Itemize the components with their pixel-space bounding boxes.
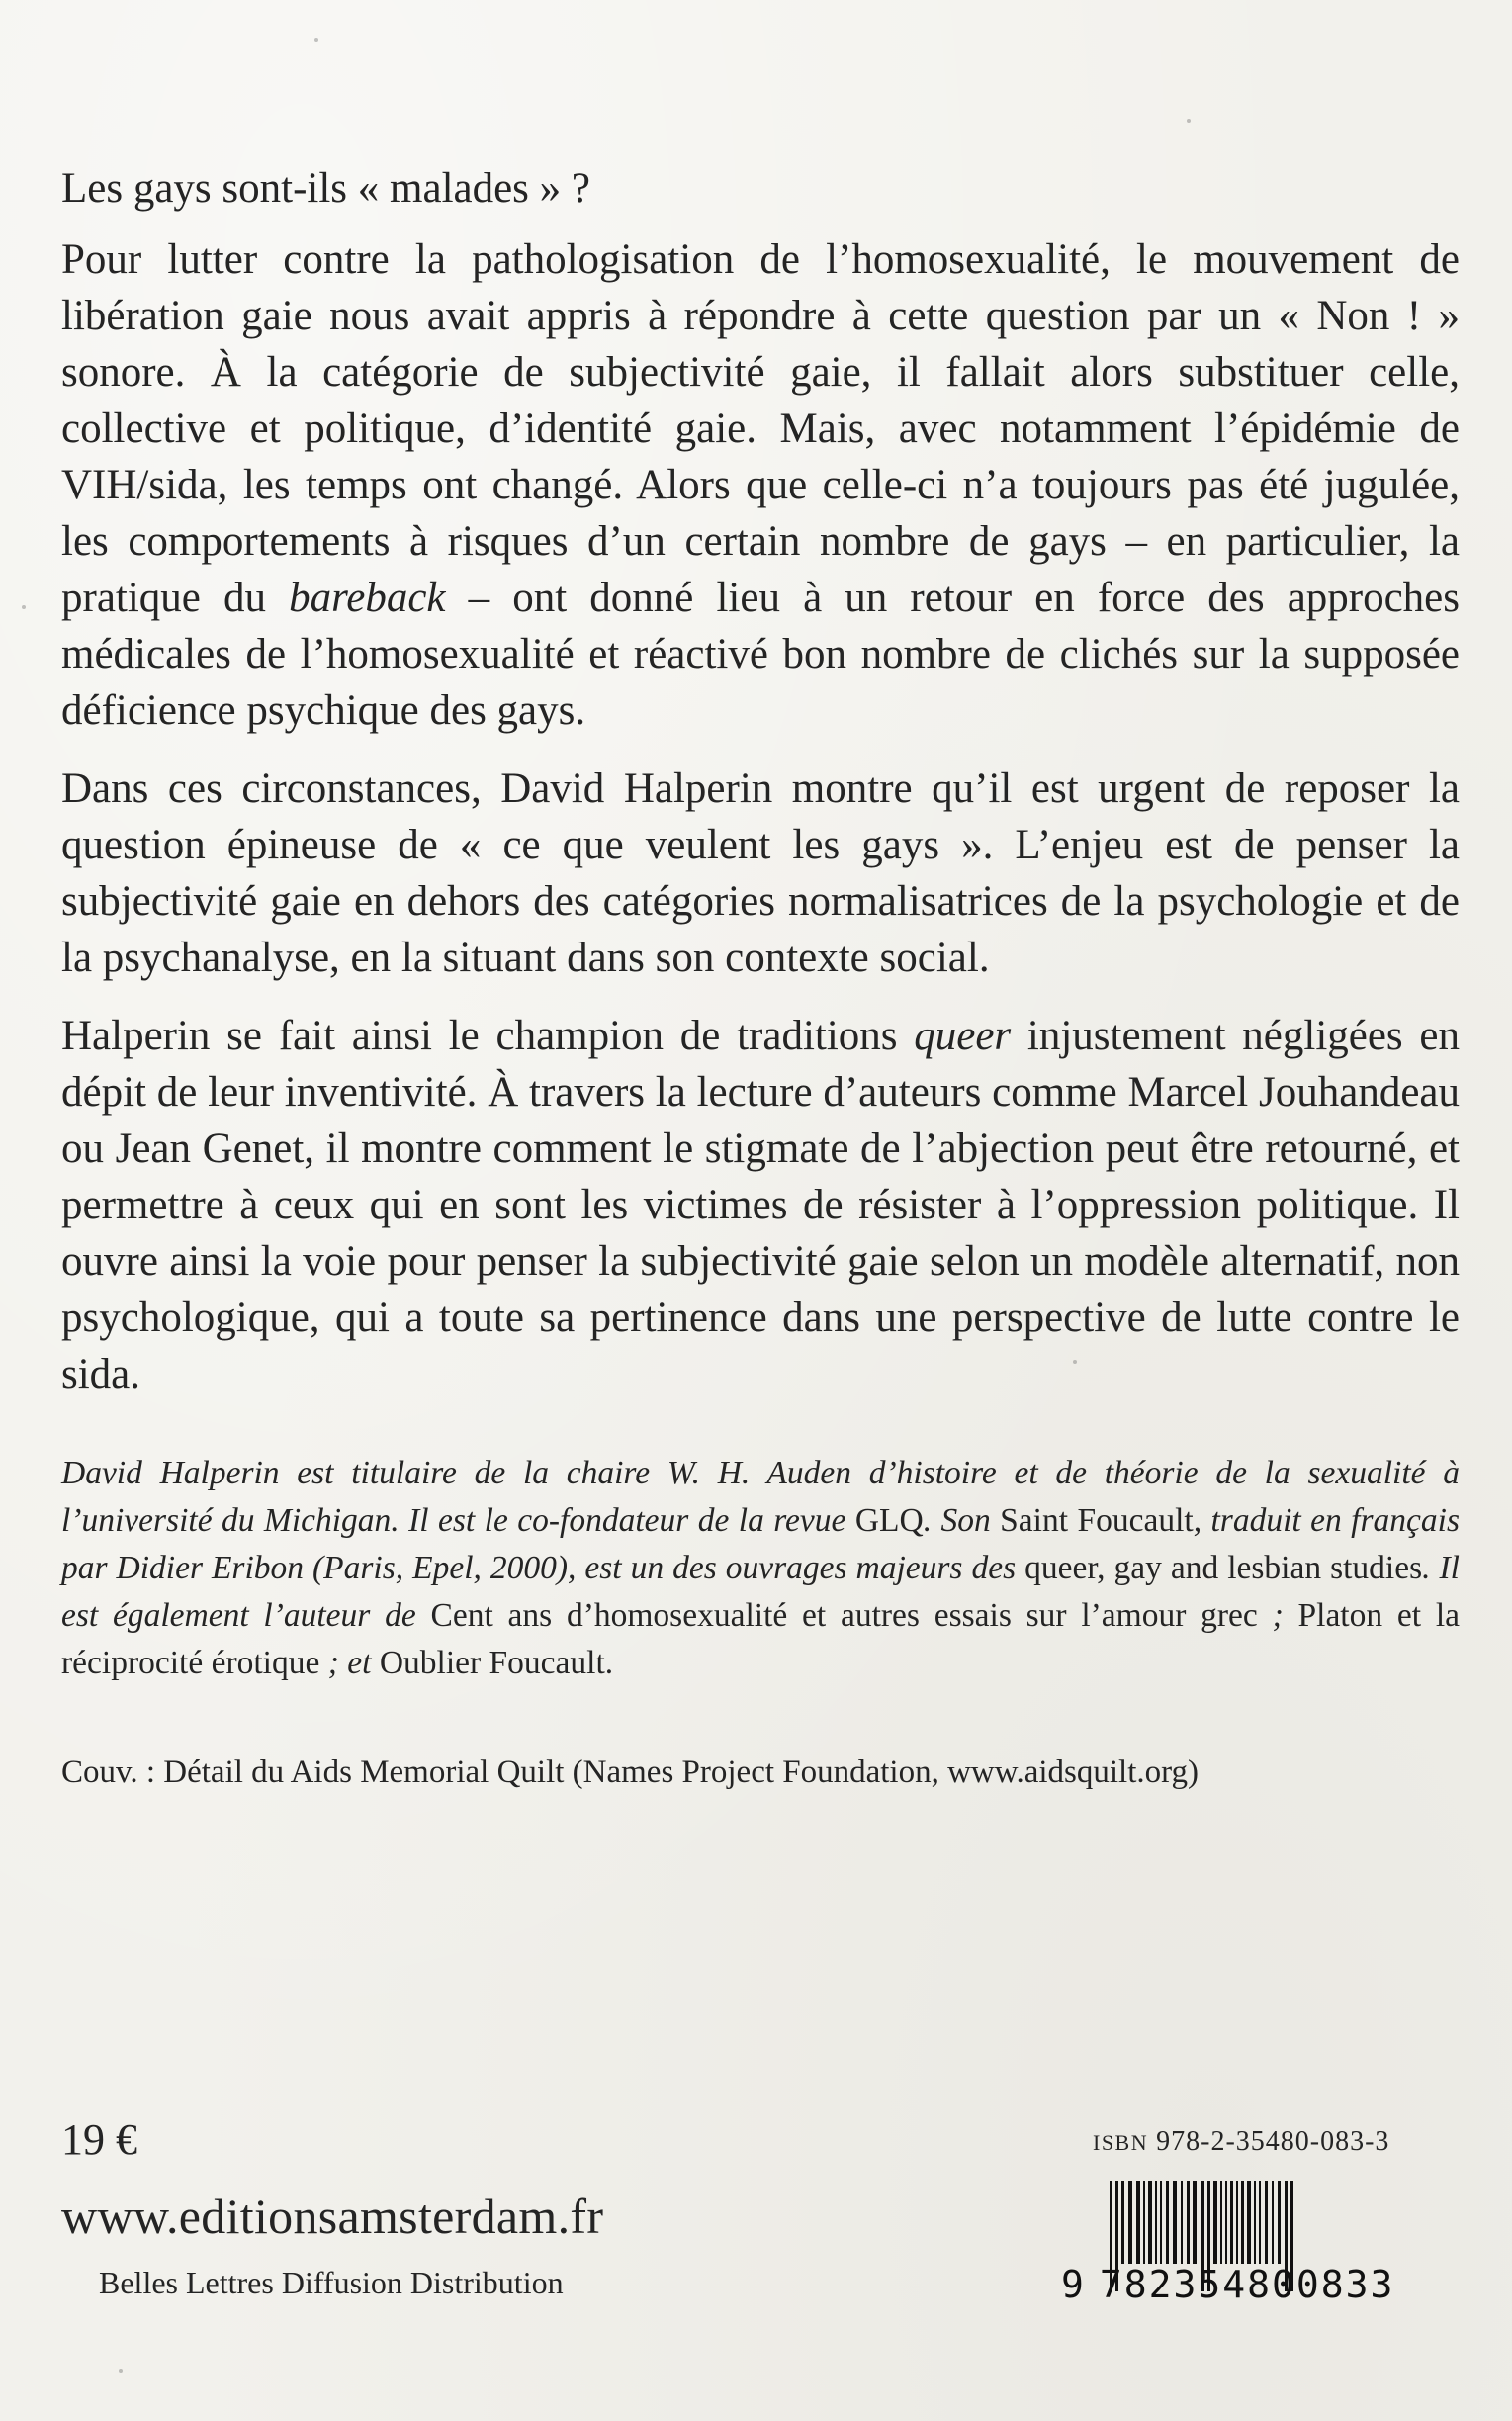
bio-part-3: , traduit en français par Didier Eribon (Paris, Epel, 2000), est un des ouvrages majeurs des (61, 1502, 1460, 1586)
barcode-bar (1278, 2181, 1281, 2264)
paragraph-1-italic: bareback (289, 575, 446, 621)
barcode-bar (1272, 2181, 1274, 2264)
author-bio (61, 1450, 1460, 1687)
bio-studies: queer, gay and lesbian studies (1024, 1550, 1423, 1586)
bio-journal: GLQ (854, 1502, 924, 1539)
bio-book-1: Saint Foucault (1000, 1502, 1194, 1539)
paper-speck (22, 605, 26, 609)
barcode-bar (1160, 2181, 1162, 2264)
barcode-bar (1220, 2181, 1222, 2264)
barcode-bar (1155, 2181, 1157, 2264)
paper-speck (1073, 1360, 1077, 1364)
paragraph-1-tail: – ont donné lieu à un retour en force des approches médicales de l’homosexualité et réactivé bon nombre de clichés sur la supposée déficience psychique des gays. (61, 575, 1460, 734)
cover-credit: Couv. : Détail du Aids Memorial Quilt (Names Project Foundation, www.aidsquilt.org) (61, 1754, 1199, 1790)
barcode-bar (1187, 2181, 1190, 2264)
bio-book-2: Cent ans d’homosexualité et autres essais sur l’amour grec (430, 1597, 1258, 1634)
bio-part-2: . Son (923, 1502, 1001, 1539)
barcode-bar (1143, 2181, 1145, 2264)
barcode-bar (1241, 2181, 1244, 2264)
isbn (1093, 2126, 1389, 2158)
paragraph-2: Dans ces circonstances, David Halperin montre qu’il est urgent de reposer la question épineuse de « ce que veulent les gays ». L’enjeu est de penser la subjectivité gaie en dehors des catégories normalisatrices de la psychologie et de la psychanalyse, en la situant dans son contexte social. (61, 765, 1460, 981)
barcode-first-digit: 9 (1061, 2263, 1086, 2306)
barcode-bar (1193, 2181, 1197, 2264)
barcode-bar (1121, 2181, 1124, 2264)
paragraph-3 (61, 1008, 1460, 1402)
paragraph-1-text: Pour lutter contre la pathologisation de l’homosexualité, le mouvement de libération gaie nous avait appris à répondre à cette question par un « Non ! » sonore. À la catégorie de subjectivité gaie, il fallait alors substituer celle, collective et politique, d’identité gaie. Mais, avec notamment l’épidémie de VIH/sida, les temps ont changé. Alors que celle-ci n’a toujours pas été jugulée, les comportements à risques d’un certain nombre de gays – en particulier, la pratique du (61, 236, 1460, 621)
bio-book-3: Platon et la réciprocité érotique (61, 1597, 1461, 1681)
paragraph-3-tail: injustement négligées en dépit de leur inventivité. À travers la lecture d’auteurs comme Marcel Jouhandeau ou Jean Genet, il montre comment le stigmate de l’abjection peut être retourné, et permettre à ceux qui en sont les victimes de résister à l’oppression politique. Il ouvre ainsi la voie pour penser la subjectivité gaie selon un modèle alternatif, non psychologique, qui a toute sa pertinence dans une perspective de lutte contre le sida. (61, 1013, 1460, 1397)
publisher-website: www.editionsamsterdam.fr (61, 2189, 604, 2244)
cover-text (61, 158, 1460, 1796)
bio-part-5: ; (1257, 1597, 1298, 1634)
barcode-bar (1173, 2181, 1177, 2264)
isbn-label: ISBN (1093, 2130, 1149, 2155)
isbn-number: 978-2-35480-083-3 (1156, 2126, 1390, 2157)
lead-question: Les gays sont-ils « malades » ? (61, 165, 591, 212)
barcode-bar (1166, 2181, 1169, 2264)
paragraph-3-italic: queer (914, 1013, 1012, 1059)
barcode-digits (1061, 2263, 1394, 2306)
paragraph-3-text: Halperin se fait ainsi le champion de traditions (61, 1013, 915, 1059)
barcode-bar (1225, 2181, 1227, 2264)
bio-part-6: ; et (319, 1645, 380, 1681)
bio-part-7: . (604, 1645, 614, 1681)
bio-part-1: David Halperin est titulaire de la chaire W. H. Auden d’histoire et de théorie de la sexualité à l’université du Michigan. Il est le co-fondateur de la revue (61, 1455, 1460, 1539)
bio-book-4: Oublier Foucault (379, 1645, 605, 1681)
barcode-bar (1265, 2181, 1268, 2264)
barcode-bar (1148, 2181, 1152, 2264)
paragraph-1 (61, 231, 1460, 739)
barcode-bar (1181, 2181, 1183, 2264)
barcode-bar (1254, 2181, 1256, 2264)
paper-speck (119, 2369, 123, 2373)
barcode-bar (1136, 2181, 1140, 2264)
distributor: Belles Lettres Diffusion Distribution (99, 2265, 564, 2300)
paper-speck (314, 38, 318, 42)
barcode-bar (1128, 2181, 1132, 2264)
barcode-bar (1247, 2181, 1251, 2264)
barcode-bar (1236, 2181, 1238, 2264)
barcode-bar (1230, 2181, 1233, 2264)
price: 19 € (61, 2115, 137, 2164)
bio-part-4: . Il est également l’auteur de (61, 1550, 1460, 1634)
barcode-bar (1259, 2181, 1261, 2264)
barcode-number: 782354800833 (1099, 2263, 1395, 2306)
barcode-bar (1213, 2181, 1217, 2264)
paper-speck (1187, 119, 1191, 123)
